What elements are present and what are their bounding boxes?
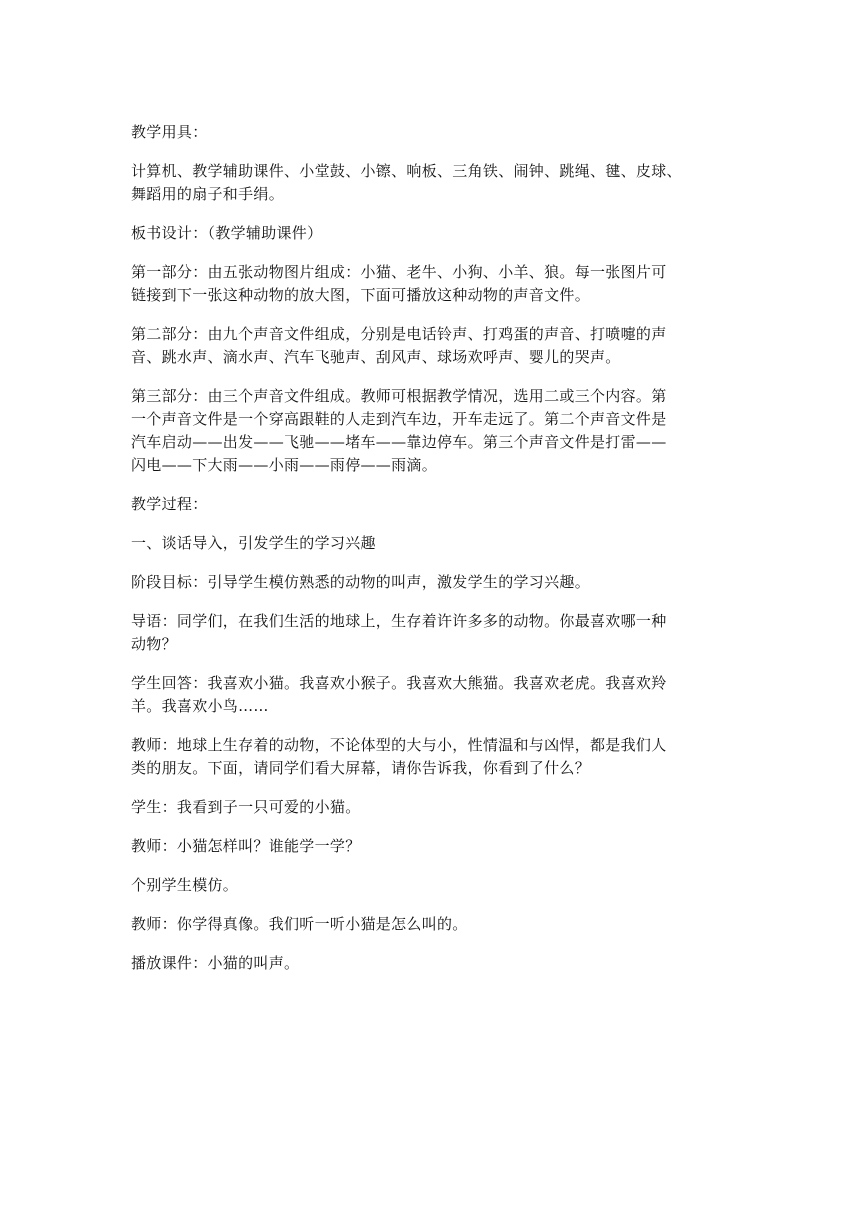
text-line: 个别学生模仿。 bbox=[131, 876, 239, 894]
text-line: 教学过程： bbox=[131, 495, 208, 513]
text-line: 一个声音文件是一个穿高跟鞋的人走到汽车边，开车走远了。第二个声音文件是 bbox=[131, 410, 667, 428]
text-line: 羊。我喜欢小鸟…… bbox=[131, 697, 269, 715]
text-line: 一、谈话导入，引发学生的学习兴趣 bbox=[131, 534, 376, 552]
paragraph bbox=[131, 672, 731, 718]
text-line: 舞蹈用的扇子和手绢。 bbox=[131, 185, 285, 203]
paragraph bbox=[131, 261, 731, 307]
paragraph bbox=[131, 160, 731, 206]
text-line: 动物？ bbox=[131, 635, 177, 653]
text-line: 阶段目标：引导学生模仿熟悉的动物的叫声，激发学生的学习兴趣。 bbox=[131, 573, 591, 591]
text-line: 第三部分：由三个声音文件组成。教师可根据教学情况，选用二或三个内容。第 bbox=[131, 387, 667, 405]
paragraph bbox=[131, 121, 731, 144]
paragraph bbox=[131, 493, 731, 516]
paragraph bbox=[131, 734, 731, 780]
paragraph bbox=[131, 835, 731, 858]
paragraph bbox=[131, 952, 731, 975]
paragraph bbox=[131, 385, 731, 477]
text-line: 汽车启动——出发——飞驰——堵车——靠边停车。第三个声音文件是打雷—— bbox=[131, 433, 667, 451]
text-line: 播放课件：小猫的叫声。 bbox=[131, 954, 300, 972]
paragraph bbox=[131, 323, 731, 369]
paragraph bbox=[131, 913, 731, 936]
text-line: 学生：我看到子一只可爱的小猫。 bbox=[131, 798, 361, 816]
text-line: 第一部分：由五张动物图片组成：小猫、老牛、小狗、小羊、狼。每一张图片可 bbox=[131, 263, 667, 281]
text-line: 板书设计：（教学辅助课件） bbox=[131, 224, 323, 242]
text-line: 教师：你学得真像。我们听一听小猫是怎么叫的。 bbox=[131, 915, 468, 933]
paragraph bbox=[131, 222, 731, 245]
text-line: 类的朋友。下面，请同学们看大屏幕，请你告诉我，你看到了什么？ bbox=[131, 759, 591, 777]
document-page bbox=[131, 121, 731, 991]
text-line: 链接到下一张这种动物的放大图，下面可播放这种动物的声音文件。 bbox=[131, 286, 591, 304]
text-line: 计算机、教学辅助课件、小堂鼓、小镲、响板、三角铁、闹钟、跳绳、毽、皮球、 bbox=[131, 162, 682, 180]
text-line: 教学用具： bbox=[131, 123, 208, 141]
paragraph bbox=[131, 532, 731, 555]
paragraph bbox=[131, 571, 731, 594]
paragraph bbox=[131, 610, 731, 656]
text-line: 音、跳水声、滴水声、汽车飞驰声、刮风声、球场欢呼声、婴儿的哭声。 bbox=[131, 348, 621, 366]
text-line: 学生回答：我喜欢小猫。我喜欢小猴子。我喜欢大熊猫。我喜欢老虎。我喜欢羚 bbox=[131, 674, 667, 692]
text-line: 导语：同学们，在我们生活的地球上，生存着许许多多的动物。你最喜欢哪一种 bbox=[131, 612, 667, 630]
text-line: 教师：地球上生存着的动物，不论体型的大与小，性情温和与凶悍，都是我们人 bbox=[131, 736, 667, 754]
paragraph bbox=[131, 874, 731, 897]
text-line: 闪电——下大雨——小雨——雨停——雨滴。 bbox=[131, 456, 438, 474]
text-line: 第二部分：由九个声音文件组成，分别是电话铃声、打鸡蛋的声音、打喷嚏的声 bbox=[131, 325, 667, 343]
text-line: 教师：小猫怎样叫？谁能学一学？ bbox=[131, 837, 361, 855]
paragraph bbox=[131, 796, 731, 819]
